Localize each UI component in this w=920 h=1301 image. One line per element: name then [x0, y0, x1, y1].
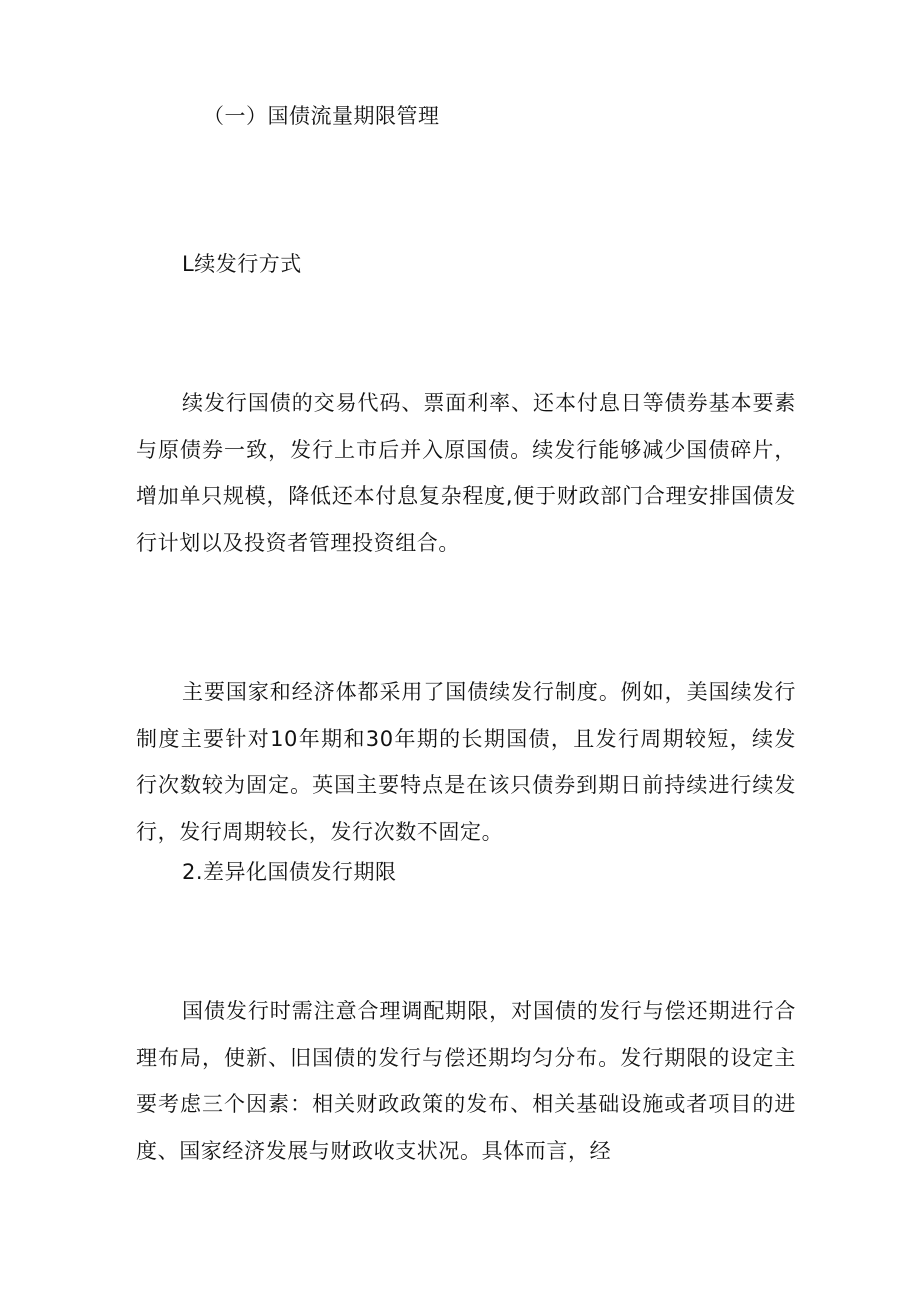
subheading-differentiated-maturity: 2.差异化国债发行期限	[182, 860, 397, 884]
paragraph-international-practice	[136, 669, 796, 855]
paragraph-text: 续发行国债的交易代码、票面利率、还本付息日等债券基本要素与原债券一致，发行上市后并入原国债。续发行能够减少国债碎片，增加单只规模，降低还本付息复杂程度,便于财政部门合理安排国债发行计划以及投资者管理投资组合。	[136, 391, 796, 555]
paragraph-text: 国债发行时需注意合理调配期限，对国债的发行与偿还期进行合理布局，使新、旧国债的发行与偿还期均匀分布。发行期限的设定主要考虑三个因素：相关财政政策的发布、相关基础设施或者项目的进度、国家经济发展与财政收支状况。具体而言，经	[136, 999, 796, 1163]
subheading-continuous-issuance: L续发行方式	[182, 252, 302, 276]
paragraph-continuous-issuance	[136, 380, 796, 566]
section-heading: （一）国债流量期限管理	[203, 104, 440, 128]
paragraph-text: 主要国家和经济体都采用了国债续发行制度。例如，美国续发行制度主要针对10年期和30年期的长期国债，且发行周期较短，续发行次数较为固定。英国主要特点是在该只债券到期日前持续进行续发行，发行周期较长，发行次数不固定。	[136, 680, 796, 844]
paragraph-maturity-allocation	[136, 988, 796, 1174]
